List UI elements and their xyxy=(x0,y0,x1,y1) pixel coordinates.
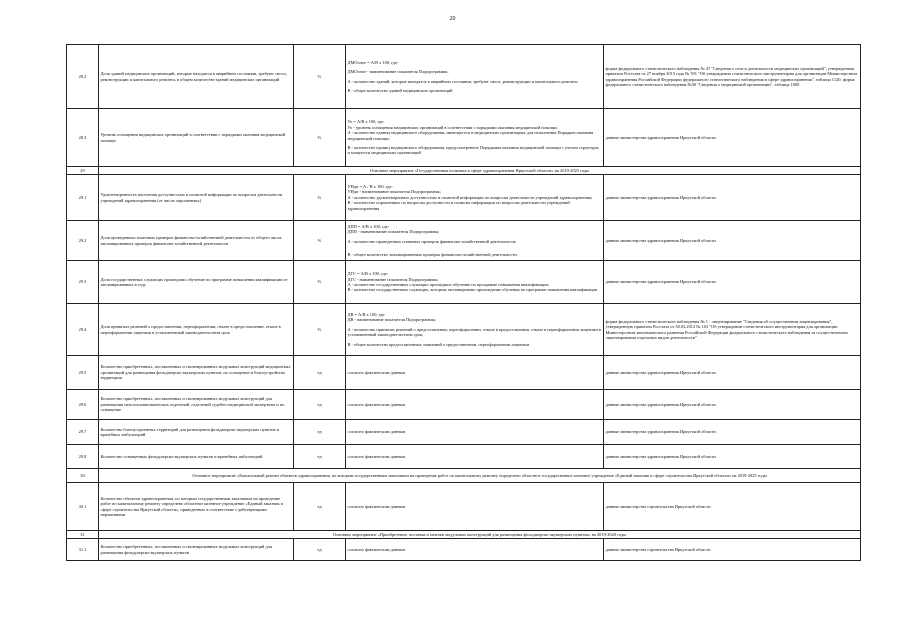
section-number: 31 xyxy=(67,531,99,539)
row-number: 29.5 xyxy=(67,356,99,390)
unit-of-measure: % xyxy=(294,221,346,261)
formula-line: ДПП - наименование показателя Подпрограммы; xyxy=(347,229,440,235)
table-row xyxy=(67,445,861,469)
calculation-formula xyxy=(346,109,604,167)
row-number: 28.3 xyxy=(67,109,99,167)
unit-of-measure: % xyxy=(294,261,346,304)
row-number: 30.1 xyxy=(67,483,99,531)
calculation-formula xyxy=(346,45,604,109)
formula-line: УНдп - наименование показателя Подпрограммы; xyxy=(347,189,441,195)
unit-of-measure: ед xyxy=(294,390,346,420)
formula-line: В - общее количество зданий медицинских организаций xyxy=(347,87,453,93)
indicator-name: Доля проведенных плановых проверок финансово-хозяйственной деятельности от общего числа запланированных проверок финансово-хозяйственной деятельности xyxy=(99,221,294,261)
calculation-formula xyxy=(346,483,604,531)
data-source: форма федерального статистического наблюдения № 1 - лицензирование "Сведения об осуществлении лицензирования", утвержденную приказом Росстата от 30.03.2012 № 103 "Об утверждении статистического инструментария для организации Министерством экономического развития Российской Федерации федерального статистического наблюдения за осуществлением лицензирования отдельных видов деятельности" xyxy=(604,304,861,356)
formula-line: ДВ - наименование показателя Подпрограммы; xyxy=(347,317,436,323)
formula-line: Уо - уровень оснащения медицинских организаций в соответствии с порядками оказания медицинской помощи; xyxy=(347,124,558,130)
section-number: 29 xyxy=(67,167,99,175)
formula-line: согласно фактическим данным xyxy=(347,369,406,375)
table-row xyxy=(67,175,861,221)
row-number: 29.7 xyxy=(67,420,99,445)
unit-of-measure: ед xyxy=(294,483,346,531)
row-number: 29.1 xyxy=(67,175,99,221)
table-row xyxy=(67,539,861,561)
table-row xyxy=(67,356,861,390)
indicator-name: Количество оснащенных фельдшерско-акушерских пунктов и врачебных амбулаторий xyxy=(99,445,294,469)
table-row xyxy=(67,261,861,304)
calculation-formula xyxy=(346,356,604,390)
unit-of-measure: % xyxy=(294,45,346,109)
calculation-formula xyxy=(346,539,604,561)
section-title: Основное мероприятие «Государственная политика в сфере здравоохранения Иркутской области» на 2019-2025 годы xyxy=(99,167,861,175)
table-row xyxy=(67,390,861,420)
data-source: данные министерства здравоохранения Иркутской области xyxy=(604,390,861,420)
formula-line: В - общее количество предоставленных заявлений о предоставлении, переоформлении лицензии xyxy=(347,341,529,347)
formula-line: согласно фактическим данным xyxy=(347,453,406,459)
row-number: 29.2 xyxy=(67,221,99,261)
table-row xyxy=(67,221,861,261)
formula-line: ДМОсное - наименование показателя Подпрограммы; xyxy=(347,69,449,75)
data-source: форма федерального статистического наблюдения № 47 "Сведения о сети и деятельности медицинских организаций", утвержденная приказом Росстата от 27 ноября 2015 года № 591 "Об утверждении статистического инструментария для организации Министерством здравоохранения Российской Федерации федерального статистического наблюдения в сфере здравоохранения", таблица 1120; форма федерального статистического наблюдения №30 "Сведения о медицинской организации", таблица 1000 xyxy=(604,45,861,109)
formula-line: Уо = А/В х 100, где: xyxy=(347,119,385,125)
formula-line: В - количество единиц медицинского оборудования, предусмотренное Порядками оказания медицинской помощи с учетом структуры и мощности медицинских организаций xyxy=(347,144,599,156)
data-source: данные министерства здравоохранения Иркутской области xyxy=(604,175,861,221)
data-source: данные министерства здравоохранения Иркутской области xyxy=(604,420,861,445)
section-title: Основное мероприятие «Приобретение, поставка и монтаж модульных конструкций для размещения фельдшерско-акушерских пунктов» на 2019-2020 годы xyxy=(99,531,861,539)
data-source: данные министерства здравоохранения Иркутской области xyxy=(604,356,861,390)
formula-line: ДГС = А/В х 100, где: xyxy=(347,271,389,277)
table-row xyxy=(67,109,861,167)
data-source: данные министерства здравоохранения Иркутской области xyxy=(604,109,861,167)
indicator-name: Доля государственных служащих прошедших обучение по программе повышения квалификации от запланированных в году xyxy=(99,261,294,304)
formula-line: ДМОсное = А/В х 100, где: xyxy=(347,59,399,65)
indicator-name: Количество благоустроенных территорий для размещения фельдшерско-акушерских пунктов и врачебных амбулаторий xyxy=(99,420,294,445)
formula-line: В - количество государственных служащих, которым запланировано прохождение обучения по программе повышения квалификации xyxy=(347,287,598,293)
calculation-formula xyxy=(346,304,604,356)
data-source: данные министерства строительства Иркутской области xyxy=(604,483,861,531)
formula-line: согласно фактическим данным xyxy=(347,546,406,552)
calculation-formula xyxy=(346,175,604,221)
formula-line: А - количество зданий, которые находятся в аварийном состоянии, требуют сноса, реконструкции и капитального ремонта; xyxy=(347,78,579,84)
section-header-row xyxy=(67,531,861,539)
formula-line: ДПП = А/В х 100, где: xyxy=(347,223,389,229)
formula-line: согласно фактическим данным xyxy=(347,503,406,509)
row-number: 29.4 xyxy=(67,304,99,356)
unit-of-measure: % xyxy=(294,304,346,356)
unit-of-measure: ед xyxy=(294,445,346,469)
unit-of-measure: % xyxy=(294,109,346,167)
calculation-formula xyxy=(346,390,604,420)
row-number: 29.3 xyxy=(67,261,99,304)
section-header-row xyxy=(67,469,861,483)
row-number: 29.8 xyxy=(67,445,99,469)
formula-line: согласно фактическим данным xyxy=(347,401,406,407)
formula-line: В - общее количество запланированных проверок финансово-хозяйственной деятельности xyxy=(347,251,517,257)
calculation-formula xyxy=(346,420,604,445)
unit-of-measure: ед xyxy=(294,539,346,561)
section-number: 30 xyxy=(67,469,99,483)
page-number: 20 xyxy=(449,16,456,22)
indicator-name: Количество приобретенных, поставленных и смонтированных модульных конструкций медицинских организаций для размещения фельдшерско-акушерских пунктов, их оснащение и благоустройство территории xyxy=(99,356,294,390)
unit-of-measure: ед xyxy=(294,420,346,445)
formula-line: ДВ = А/В х 100, где: xyxy=(347,311,386,317)
indicator-table xyxy=(66,44,861,561)
indicator-name: Доля принятых решений о предоставлении, переоформлении, отказе в предоставлении, отказе в переоформлении лицензии в установленный законодательством срок xyxy=(99,304,294,356)
indicator-name: Количество приобретенных, поставленных и смонтированных модульных конструкций для размещения патологоанатомических отделений, отделений судебно-медицинской экспертизы и их оснащение xyxy=(99,390,294,420)
indicator-name: Доля зданий медицинских организаций, которые находятся в аварийном состоянии, требуют сноса, реконструкции и капитального ремонта, в общем количестве зданий медицинских организаций xyxy=(99,45,294,109)
section-header-row xyxy=(67,167,861,175)
unit-of-measure: ед xyxy=(294,356,346,390)
row-number: 28.2 xyxy=(67,45,99,109)
formula-line: А - количество проведенных плановых проверок финансово-хозяйственной деятельности; xyxy=(347,238,517,244)
formula-line: согласно фактическим данным xyxy=(347,429,406,435)
calculation-formula xyxy=(346,261,604,304)
table-row xyxy=(67,304,861,356)
indicator-name: Удовлетворенность населения доступностью и полнотой информации по вопросам деятельности учреждений здравоохранения (от числа опрошенных) xyxy=(99,175,294,221)
formula-line: УНдп = А / В х 100, где: xyxy=(347,183,393,189)
formula-line: В - количество опрошенных по вопросам доступности и полноты информации по вопросам деятельности учреждений здравоохранения xyxy=(347,200,570,211)
unit-of-measure: % xyxy=(294,175,346,221)
formula-line: А - количество государственных служащих прошедших обучение по программе повышения квалификации; xyxy=(347,282,550,287)
data-source: данные министерства строительства Иркутской области xyxy=(604,539,861,561)
data-source: данные министерства здравоохранения Иркутской области xyxy=(604,261,861,304)
table-row xyxy=(67,45,861,109)
formula-line: А - количество единиц медицинского оборудования, имеющегося в медицинских организациях для исполнения Порядков оказания медицинской помощи; xyxy=(347,130,594,141)
data-source: данные министерства здравоохранения Иркутской области xyxy=(604,221,861,261)
indicator-name: Количество объектов здравоохранения, по которым государственным заказчиком на проведение работ по капитальному ремонту определено областное казенное учреждение «Единый заказчик в сфере строительства Иркутской области», приведенных в соответствие с действующими нормативами xyxy=(99,483,294,531)
section-title: Основное мероприятие «Капитальный ремонт объектов здравоохранения, по которым государственным заказчиком на проведение работ по капитальному ремонту определено областное государственное казенное учреждение «Единый заказчик в сфере строительства Иркутской области» на 2019-2025 годы xyxy=(99,469,861,483)
row-number: 31.1 xyxy=(67,539,99,561)
formula-line: ДГС - наименование показателя Подпрограммы; xyxy=(347,276,439,282)
table-row xyxy=(67,420,861,445)
data-source: данные министерства здравоохранения Иркутской области xyxy=(604,445,861,469)
formula-line: А - количество удовлетворенных доступностью и полнотой информации по вопросам деятельности учреждений здравоохранения; xyxy=(347,194,593,200)
row-number: 29.6 xyxy=(67,390,99,420)
calculation-formula xyxy=(346,221,604,261)
indicator-name: Количество приобретенных, поставленных и смонтированных модульных конструкций для размещения фельдшерско-акушерских пунктов xyxy=(99,539,294,561)
indicator-name: Уровень оснащения медицинских организаций в соответствии с порядками оказания медицинской помощи xyxy=(99,109,294,167)
calculation-formula xyxy=(346,445,604,469)
table-row xyxy=(67,483,861,531)
formula-line: А - количество принятых решений о предоставлении, переоформлении, отказе в предоставлении, отказе в переоформлении лицензии в установленный законодательством срок; xyxy=(347,326,601,338)
